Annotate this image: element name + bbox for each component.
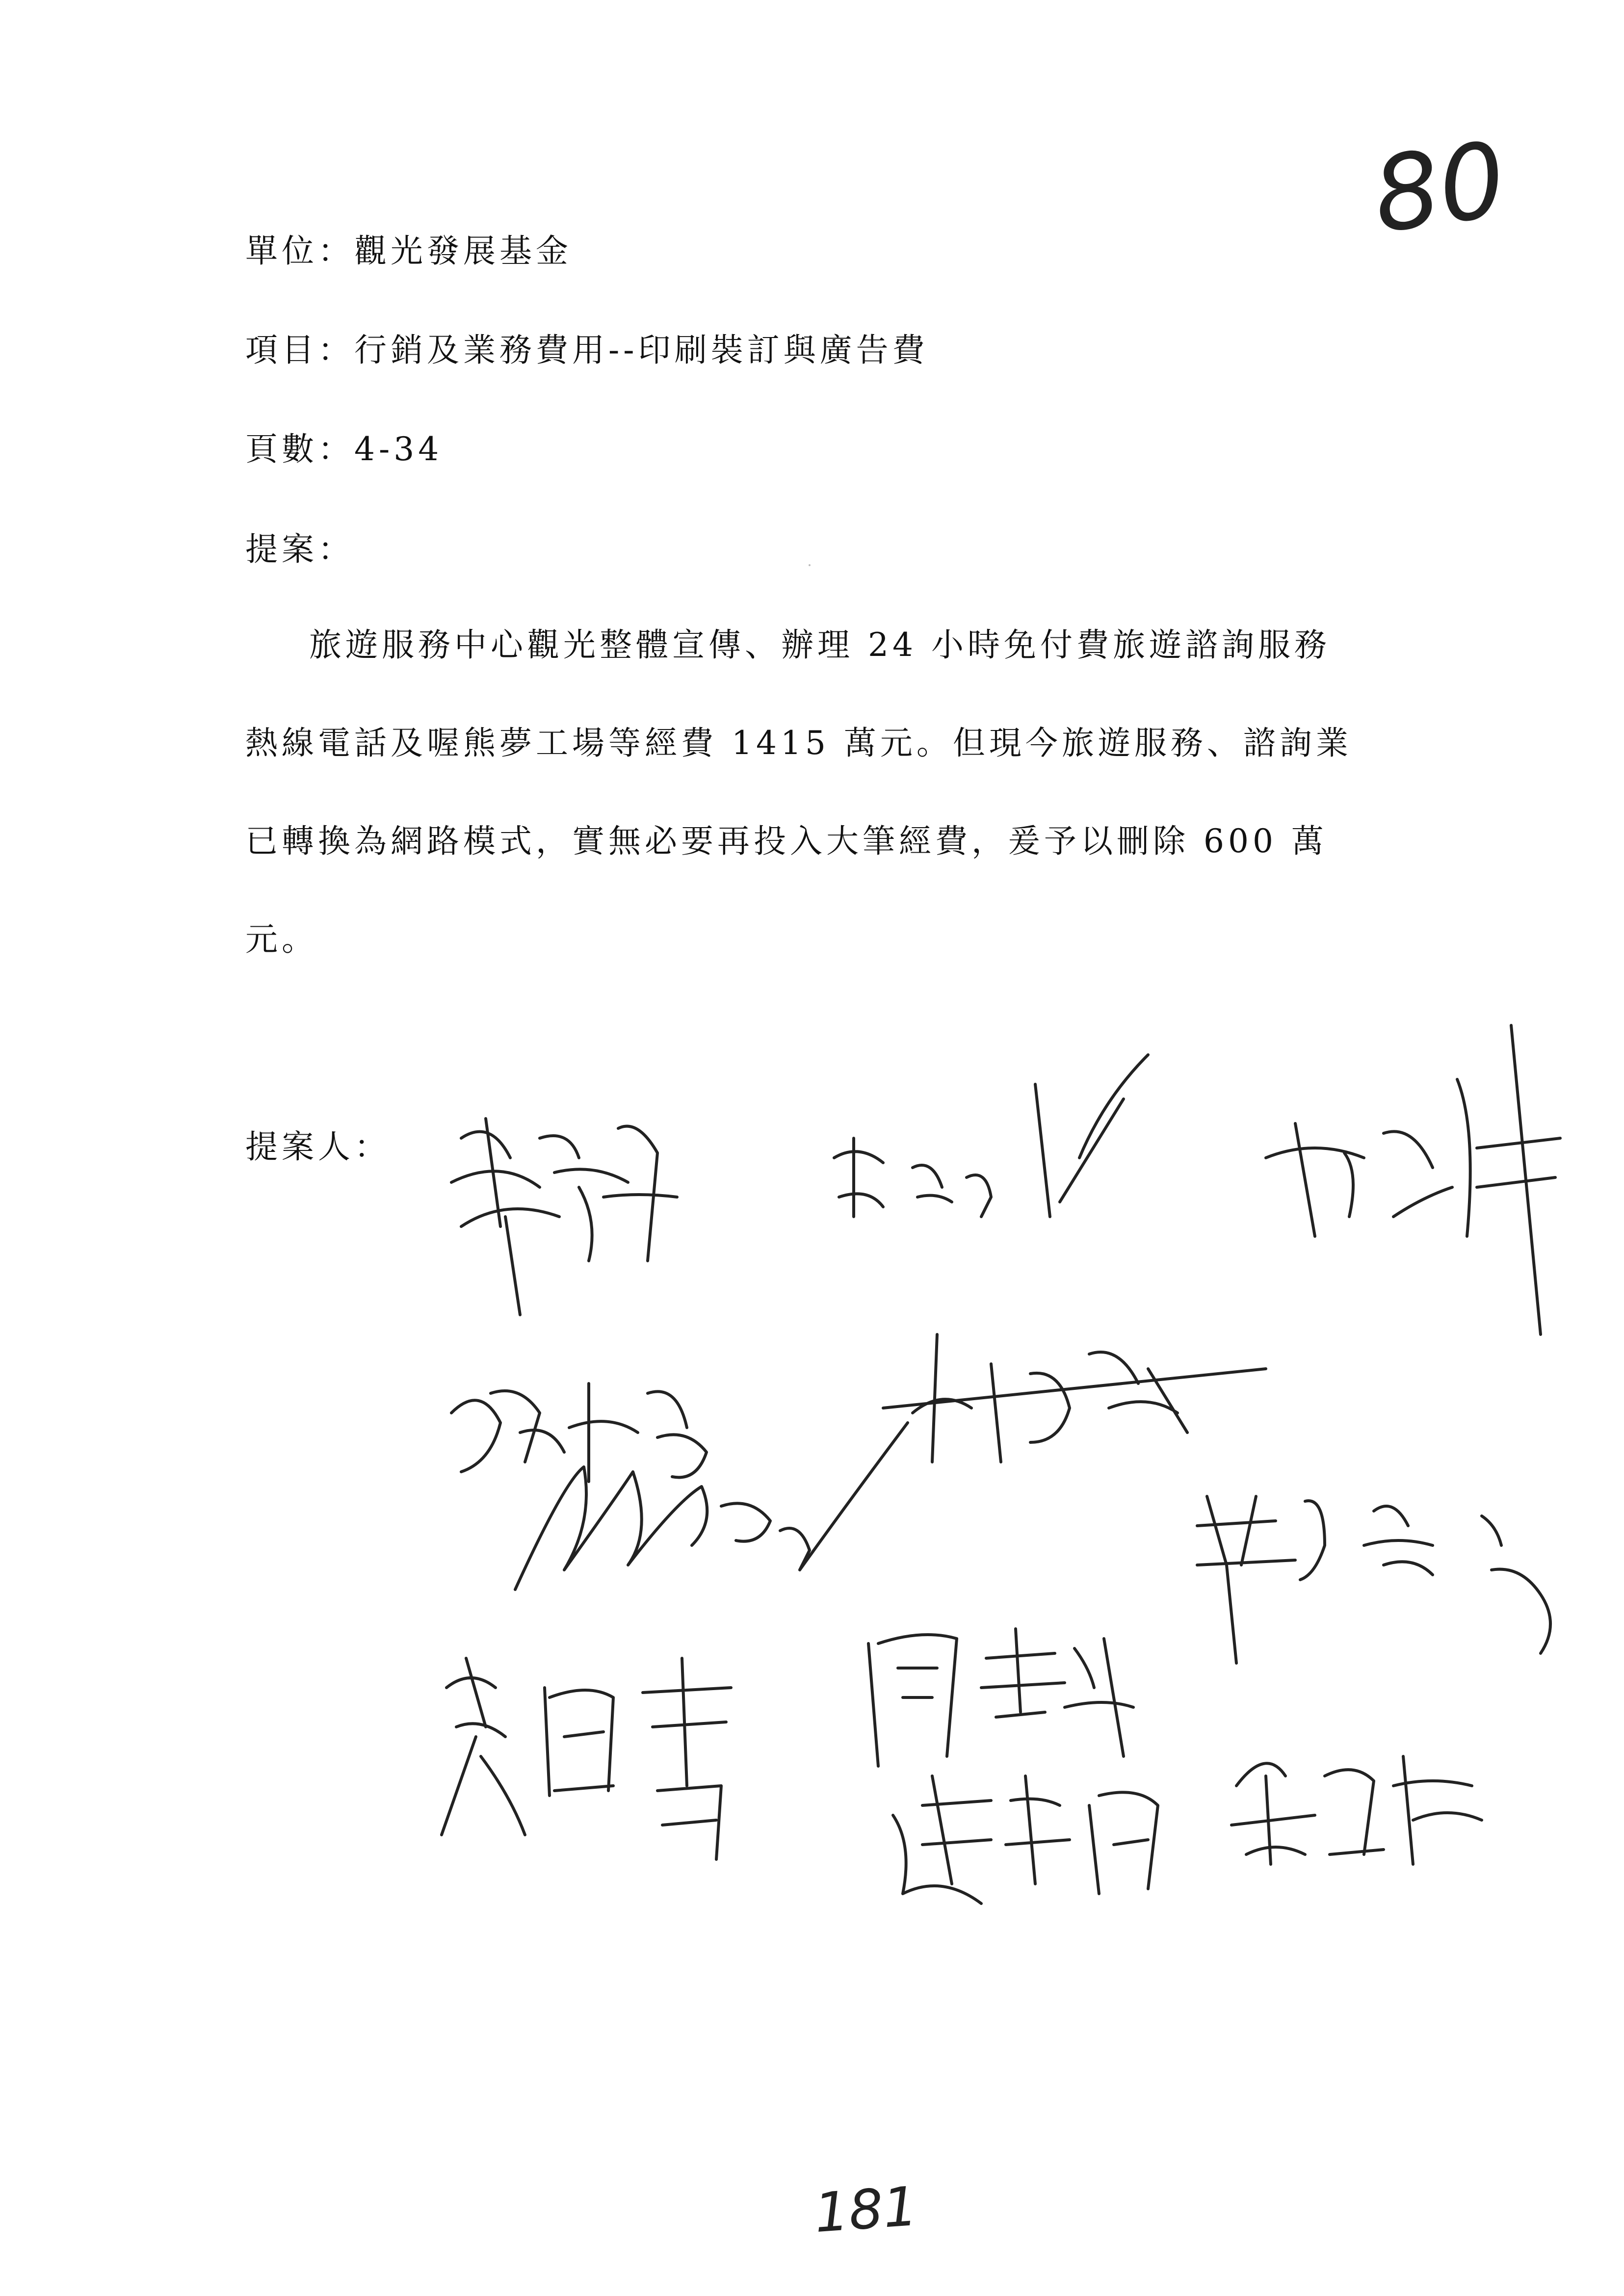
item-value: 行銷及業務費用--印刷裝訂與廣告費 <box>354 331 929 369</box>
scan-speck <box>809 564 811 566</box>
signature-1 <box>432 1099 726 1344</box>
handwritten-corner-number: 80 <box>1366 119 1513 257</box>
item-row <box>245 324 929 370</box>
signature-2 <box>805 1040 1197 1266</box>
unit-row <box>245 225 572 271</box>
signature-10 <box>883 1747 1187 1913</box>
proposal-line: 熱線電話及喔熊夢工場等經費 1415 萬元。但現今旅遊服務、諮詢業 <box>245 724 1352 762</box>
unit-label: 單位： <box>245 232 354 270</box>
signature-11 <box>1217 1707 1492 1869</box>
proposal-line: 已轉換為網路模式，實無必要再投入大筆經費，爰予以刪除 600 萬 <box>245 822 1328 860</box>
pages-row <box>245 423 443 470</box>
signature-5 <box>873 1315 1285 1482</box>
proposal-line: 元。 <box>245 920 318 958</box>
signature-3 <box>1246 1011 1580 1344</box>
signature-7 <box>1178 1467 1580 1673</box>
proposal-line: 旅遊服務中心觀光整體宣傳、辦理 24 小時免付費旅遊諮詢服務 <box>309 626 1331 664</box>
item-label: 項目： <box>245 331 354 369</box>
proposal-label: 提案： <box>245 530 354 568</box>
signature-6 <box>505 1403 922 1609</box>
pages-value: 4-34 <box>354 430 443 468</box>
handwritten-page-number: 181 <box>812 2174 920 2245</box>
pages-label: 頁數： <box>245 430 354 468</box>
unit-value: 觀光發展基金 <box>354 232 572 270</box>
signature-8 <box>427 1629 770 1874</box>
proposer-label: 提案人： <box>245 1128 391 1166</box>
